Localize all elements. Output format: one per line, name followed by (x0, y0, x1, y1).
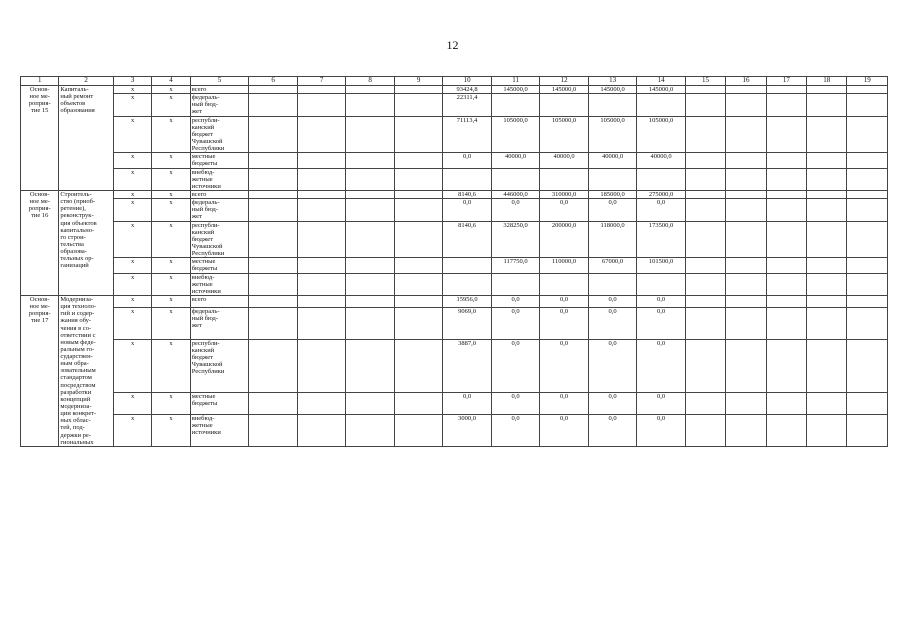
empty-cell (847, 295, 888, 307)
empty-cell (249, 94, 298, 116)
amount-cell: 145000,0 (540, 86, 589, 94)
funding-source-cell: республи- канский бюджет Чувашской Республики (190, 339, 249, 392)
empty-cell (807, 94, 847, 116)
amount-cell: 9069,0 (443, 307, 492, 339)
empty-cell (807, 153, 847, 168)
amount-cell (443, 258, 492, 273)
empty-cell (249, 86, 298, 94)
amount-cell: 328250,0 (491, 221, 540, 258)
amount-cell: 71113,4 (443, 116, 492, 153)
empty-cell (807, 307, 847, 339)
empty-cell (394, 190, 443, 198)
x-mark-cell: x (152, 153, 190, 168)
amount-cell: 0,0 (588, 392, 637, 414)
empty-cell (847, 190, 888, 198)
activity-name-cell: Основ- ное ме- роприя- тие 15 (21, 86, 59, 191)
amount-cell: 0,0 (588, 295, 637, 307)
table-row (21, 392, 888, 414)
empty-cell (807, 199, 847, 221)
column-number-row (21, 77, 888, 86)
empty-cell (766, 295, 806, 307)
table-row (21, 199, 888, 221)
amount-cell: 105000,0 (491, 116, 540, 153)
empty-cell (346, 153, 395, 168)
empty-cell (726, 94, 766, 116)
table-row (21, 258, 888, 273)
empty-cell (249, 295, 298, 307)
funding-source-cell: внебюд- жетные источники (190, 273, 249, 295)
column-number: 5 (190, 77, 249, 86)
table-row (21, 307, 888, 339)
empty-cell (847, 116, 888, 153)
funding-source-cell: республи- канский бюджет Чувашской Республики (190, 116, 249, 153)
x-mark-cell: x (113, 94, 151, 116)
empty-cell (685, 295, 725, 307)
amount-cell (637, 273, 686, 295)
x-mark-cell: x (152, 86, 190, 94)
empty-cell (297, 94, 346, 116)
empty-cell (297, 295, 346, 307)
amount-cell (491, 273, 540, 295)
empty-cell (847, 94, 888, 116)
amount-cell (443, 168, 492, 190)
x-mark-cell: x (113, 339, 151, 392)
x-mark-cell: x (152, 199, 190, 221)
amount-cell: 0,0 (491, 199, 540, 221)
amount-cell: 145000,0 (491, 86, 540, 94)
amount-cell: 0,0 (588, 199, 637, 221)
amount-cell: 105000,0 (588, 116, 637, 153)
empty-cell (249, 339, 298, 392)
empty-cell (249, 273, 298, 295)
amount-cell: 0,0 (491, 339, 540, 392)
empty-cell (726, 295, 766, 307)
empty-cell (807, 221, 847, 258)
page-number: 12 (446, 38, 459, 52)
amount-cell: 22311,4 (443, 94, 492, 116)
empty-cell (766, 116, 806, 153)
empty-cell (394, 295, 443, 307)
empty-cell (726, 258, 766, 273)
amount-cell: 118000,0 (588, 221, 637, 258)
empty-cell (685, 414, 725, 446)
empty-cell (807, 392, 847, 414)
empty-cell (297, 273, 346, 295)
table-row (21, 273, 888, 295)
empty-cell (346, 94, 395, 116)
empty-cell (394, 94, 443, 116)
empty-cell (346, 221, 395, 258)
empty-cell (685, 86, 725, 94)
amount-cell: 0,0 (637, 414, 686, 446)
empty-cell (394, 307, 443, 339)
x-mark-cell: x (152, 168, 190, 190)
column-number: 9 (394, 77, 443, 86)
empty-cell (346, 414, 395, 446)
empty-cell (726, 307, 766, 339)
column-number: 15 (685, 77, 725, 86)
empty-cell (807, 168, 847, 190)
x-mark-cell: x (152, 392, 190, 414)
empty-cell (249, 392, 298, 414)
empty-cell (766, 392, 806, 414)
column-number: 16 (726, 77, 766, 86)
amount-cell (491, 168, 540, 190)
x-mark-cell: x (152, 221, 190, 258)
amount-cell: 0,0 (443, 392, 492, 414)
empty-cell (726, 168, 766, 190)
x-mark-cell: x (152, 258, 190, 273)
table-row (21, 414, 888, 446)
funding-source-cell: федераль- ный бюд- жет (190, 94, 249, 116)
empty-cell (726, 190, 766, 198)
amount-cell: 0,0 (540, 392, 589, 414)
amount-cell: 310000,0 (540, 190, 589, 198)
empty-cell (297, 199, 346, 221)
x-mark-cell: x (113, 199, 151, 221)
column-number: 3 (113, 77, 151, 86)
activity-description-cell: Капиталь- ный ремонт объектов образования (59, 86, 114, 191)
amount-cell: 0,0 (540, 295, 589, 307)
column-number: 6 (249, 77, 298, 86)
empty-cell (297, 86, 346, 94)
empty-cell (249, 199, 298, 221)
amount-cell: 0,0 (637, 295, 686, 307)
column-number: 12 (540, 77, 589, 86)
empty-cell (297, 116, 346, 153)
amount-cell (588, 168, 637, 190)
empty-cell (394, 258, 443, 273)
x-mark-cell: x (152, 307, 190, 339)
amount-cell: 8140,6 (443, 190, 492, 198)
empty-cell (726, 116, 766, 153)
empty-cell (807, 339, 847, 392)
empty-cell (685, 153, 725, 168)
column-number: 18 (807, 77, 847, 86)
table-row (21, 339, 888, 392)
amount-cell: 0,0 (540, 307, 589, 339)
amount-cell: 40000,0 (540, 153, 589, 168)
funding-source-cell: республи- канский бюджет Чувашской Республики (190, 221, 249, 258)
empty-cell (726, 273, 766, 295)
empty-cell (346, 86, 395, 94)
empty-cell (394, 414, 443, 446)
amount-cell: 40000,0 (491, 153, 540, 168)
empty-cell (847, 258, 888, 273)
amount-cell: 0,0 (540, 339, 589, 392)
amount-cell: 3887,0 (443, 339, 492, 392)
empty-cell (346, 273, 395, 295)
funding-source-cell: местные бюджеты (190, 258, 249, 273)
amount-cell (637, 94, 686, 116)
amount-cell: 0,0 (637, 392, 686, 414)
empty-cell (297, 221, 346, 258)
amount-cell (540, 94, 589, 116)
x-mark-cell: x (152, 295, 190, 307)
program-funding-table (20, 76, 888, 447)
empty-cell (847, 221, 888, 258)
empty-cell (685, 339, 725, 392)
empty-cell (685, 199, 725, 221)
funding-source-cell: федераль- ный бюд- жет (190, 199, 249, 221)
empty-cell (346, 116, 395, 153)
amount-cell: 0,0 (637, 339, 686, 392)
funding-source-cell: всего (190, 86, 249, 94)
empty-cell (847, 86, 888, 94)
empty-cell (685, 221, 725, 258)
amount-cell: 0,0 (491, 392, 540, 414)
empty-cell (249, 307, 298, 339)
table-row (21, 86, 888, 94)
amount-cell: 0,0 (443, 199, 492, 221)
empty-cell (766, 153, 806, 168)
activity-name-cell: Основ- ное ме- роприя- тие 17 (21, 295, 59, 446)
funding-source-cell: всего (190, 190, 249, 198)
empty-cell (297, 339, 346, 392)
empty-cell (766, 339, 806, 392)
column-number: 7 (297, 77, 346, 86)
amount-cell: 0,0 (588, 339, 637, 392)
empty-cell (346, 168, 395, 190)
x-mark-cell: x (113, 190, 151, 198)
empty-cell (807, 190, 847, 198)
amount-cell: 117750,0 (491, 258, 540, 273)
column-number: 17 (766, 77, 806, 86)
empty-cell (297, 168, 346, 190)
empty-cell (807, 273, 847, 295)
amount-cell: 0,0 (637, 307, 686, 339)
x-mark-cell: x (152, 339, 190, 392)
empty-cell (847, 273, 888, 295)
empty-cell (685, 168, 725, 190)
empty-cell (249, 258, 298, 273)
amount-cell: 200000,0 (540, 221, 589, 258)
empty-cell (394, 339, 443, 392)
column-number: 2 (59, 77, 114, 86)
amount-cell: 0,0 (491, 307, 540, 339)
amount-cell: 0,0 (637, 199, 686, 221)
empty-cell (766, 414, 806, 446)
empty-cell (346, 392, 395, 414)
empty-cell (249, 116, 298, 153)
x-mark-cell: x (113, 153, 151, 168)
empty-cell (847, 168, 888, 190)
empty-cell (297, 153, 346, 168)
table-row (21, 153, 888, 168)
empty-cell (249, 153, 298, 168)
funding-source-cell: внебюд- жетные источники (190, 414, 249, 446)
x-mark-cell: x (152, 414, 190, 446)
amount-cell: 185000,0 (588, 190, 637, 198)
empty-cell (685, 116, 725, 153)
funding-source-cell: местные бюджеты (190, 392, 249, 414)
empty-cell (685, 307, 725, 339)
empty-cell (766, 221, 806, 258)
column-number: 14 (637, 77, 686, 86)
empty-cell (297, 414, 346, 446)
activity-description-cell: Строитель- ство (приоб- ретение), реконструк- ция объектов капитально- го строи- тельства образова- тельных ор- ганизаций (59, 190, 114, 295)
empty-cell (807, 414, 847, 446)
empty-cell (807, 116, 847, 153)
amount-cell: 8140,6 (443, 221, 492, 258)
column-number: 10 (443, 77, 492, 86)
empty-cell (249, 414, 298, 446)
amount-cell (443, 273, 492, 295)
empty-cell (346, 190, 395, 198)
amount-cell: 0,0 (491, 414, 540, 446)
empty-cell (847, 199, 888, 221)
column-number: 4 (152, 77, 190, 86)
table-row (21, 190, 888, 198)
x-mark-cell: x (113, 168, 151, 190)
amount-cell: 0,0 (491, 295, 540, 307)
funding-source-cell: федераль- ный бюд- жет (190, 307, 249, 339)
x-mark-cell: x (113, 307, 151, 339)
empty-cell (685, 94, 725, 116)
empty-cell (394, 168, 443, 190)
empty-cell (847, 153, 888, 168)
amount-cell: 145000,0 (637, 86, 686, 94)
empty-cell (766, 168, 806, 190)
amount-cell (637, 168, 686, 190)
x-mark-cell: x (113, 273, 151, 295)
x-mark-cell: x (113, 258, 151, 273)
amount-cell (491, 94, 540, 116)
empty-cell (394, 86, 443, 94)
x-mark-cell: x (152, 190, 190, 198)
x-mark-cell: x (152, 116, 190, 153)
amount-cell: 446000,0 (491, 190, 540, 198)
amount-cell: 15956,0 (443, 295, 492, 307)
amount-cell: 101500,0 (637, 258, 686, 273)
funding-source-cell: всего (190, 295, 249, 307)
amount-cell (540, 273, 589, 295)
column-number: 1 (21, 77, 59, 86)
amount-cell (588, 273, 637, 295)
empty-cell (394, 116, 443, 153)
empty-cell (726, 199, 766, 221)
x-mark-cell: x (113, 221, 151, 258)
funding-source-cell: местные бюджеты (190, 153, 249, 168)
amount-cell: 40000,0 (588, 153, 637, 168)
activity-name-cell: Основ- ное ме- роприя- тие 16 (21, 190, 59, 295)
empty-cell (346, 258, 395, 273)
funding-source-cell: внебюд- жетные источники (190, 168, 249, 190)
empty-cell (807, 295, 847, 307)
amount-cell: 3000,0 (443, 414, 492, 446)
table-row (21, 295, 888, 307)
empty-cell (297, 307, 346, 339)
empty-cell (726, 392, 766, 414)
empty-cell (249, 168, 298, 190)
empty-cell (297, 392, 346, 414)
empty-cell (346, 199, 395, 221)
empty-cell (346, 339, 395, 392)
amount-cell: 145000,0 (588, 86, 637, 94)
amount-cell: 275000,0 (637, 190, 686, 198)
amount-cell: 40000,0 (637, 153, 686, 168)
empty-cell (394, 199, 443, 221)
empty-cell (685, 258, 725, 273)
empty-cell (726, 414, 766, 446)
x-mark-cell: x (113, 86, 151, 94)
amount-cell: 105000,0 (637, 116, 686, 153)
empty-cell (685, 273, 725, 295)
empty-cell (394, 273, 443, 295)
x-mark-cell: x (113, 392, 151, 414)
column-number: 11 (491, 77, 540, 86)
empty-cell (685, 392, 725, 414)
empty-cell (807, 86, 847, 94)
x-mark-cell: x (113, 295, 151, 307)
column-number: 19 (847, 77, 888, 86)
amount-cell: 110000,0 (540, 258, 589, 273)
empty-cell (394, 392, 443, 414)
empty-cell (847, 392, 888, 414)
amount-cell: 0,0 (540, 414, 589, 446)
x-mark-cell: x (152, 94, 190, 116)
amount-cell: 0,0 (588, 414, 637, 446)
empty-cell (249, 190, 298, 198)
empty-cell (394, 221, 443, 258)
empty-cell (297, 190, 346, 198)
x-mark-cell: x (152, 273, 190, 295)
empty-cell (766, 190, 806, 198)
column-number: 13 (588, 77, 637, 86)
amount-cell (540, 168, 589, 190)
empty-cell (766, 258, 806, 273)
empty-cell (766, 199, 806, 221)
empty-cell (346, 307, 395, 339)
amount-cell (588, 94, 637, 116)
empty-cell (847, 307, 888, 339)
empty-cell (847, 339, 888, 392)
empty-cell (726, 339, 766, 392)
empty-cell (766, 86, 806, 94)
x-mark-cell: x (113, 414, 151, 446)
amount-cell: 0,0 (540, 199, 589, 221)
empty-cell (726, 221, 766, 258)
empty-cell (726, 153, 766, 168)
empty-cell (726, 86, 766, 94)
empty-cell (685, 190, 725, 198)
amount-cell: 0,0 (588, 307, 637, 339)
activity-description-cell: Модерниза- ция техноло- гий и содер- жания обу- чения в со- ответствии с новым феде- ральным го- сударствен- ным обра- зовательным стандартом посредством разработки концепций модерниза- ции конкрет- ных облас- тей, под- держки ре- гиональных (59, 295, 114, 446)
column-number: 8 (346, 77, 395, 86)
amount-cell: 67000,0 (588, 258, 637, 273)
empty-cell (346, 295, 395, 307)
table-row (21, 221, 888, 258)
amount-cell: 93424,8 (443, 86, 492, 94)
empty-cell (766, 307, 806, 339)
empty-cell (847, 414, 888, 446)
x-mark-cell: x (113, 116, 151, 153)
amount-cell: 105000,0 (540, 116, 589, 153)
empty-cell (807, 258, 847, 273)
table-row (21, 116, 888, 153)
amount-cell: 0,0 (443, 153, 492, 168)
table-row (21, 94, 888, 116)
empty-cell (766, 273, 806, 295)
empty-cell (249, 221, 298, 258)
amount-cell: 173500,0 (637, 221, 686, 258)
empty-cell (394, 153, 443, 168)
table-row (21, 168, 888, 190)
empty-cell (297, 258, 346, 273)
empty-cell (766, 94, 806, 116)
